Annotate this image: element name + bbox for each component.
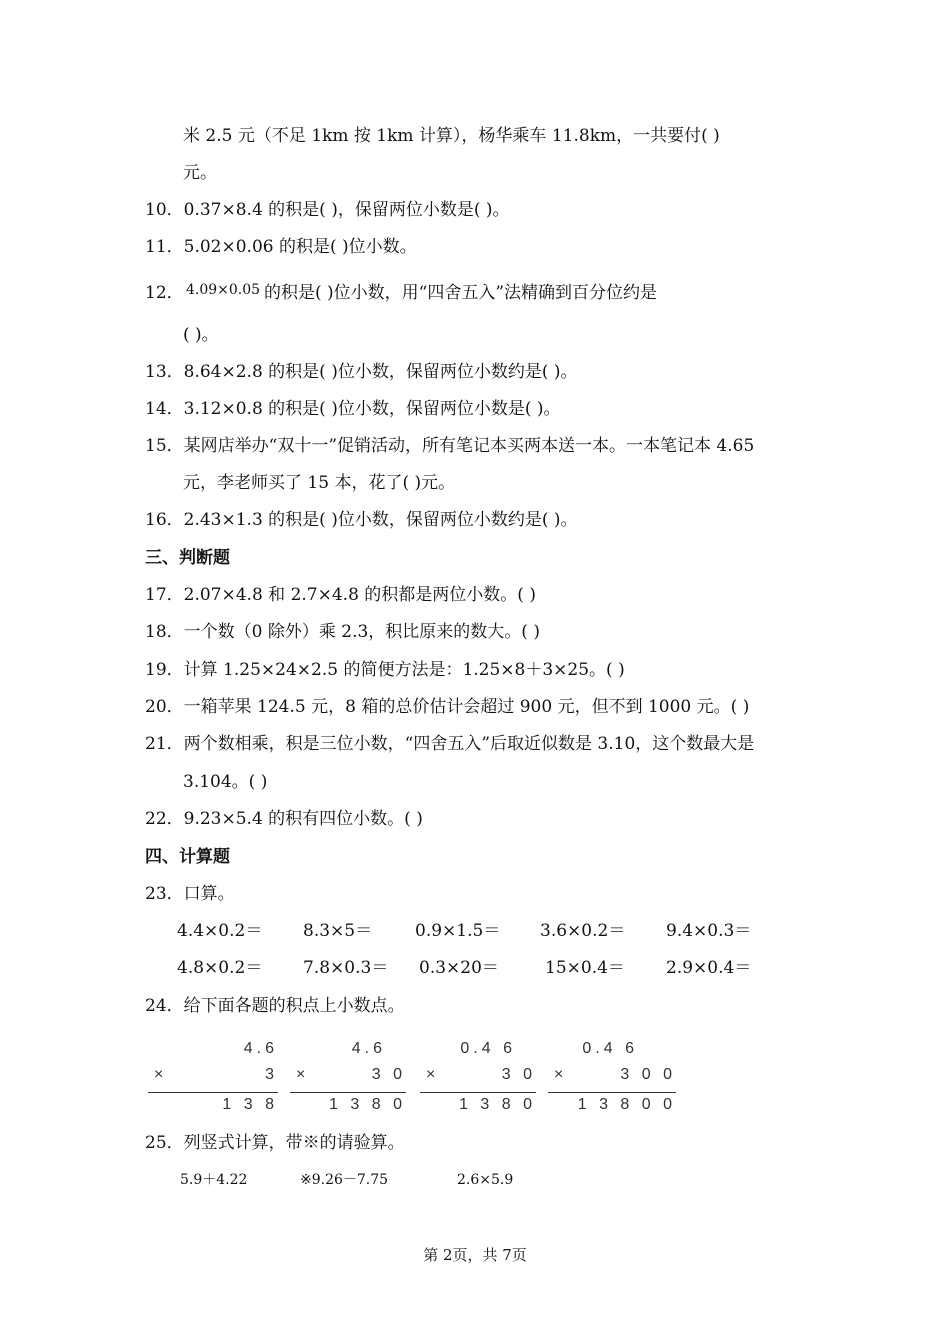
- question-24: 24．给下面各题的积点上小数点。: [145, 996, 405, 1016]
- times-sign: ×: [426, 1066, 436, 1083]
- times-sign: ×: [296, 1066, 306, 1083]
- result-line: [148, 1092, 278, 1093]
- multiplier: 3 0: [501, 1066, 536, 1083]
- question-17: 17．2.07×4.8 和 2.7×4.8 的积都是两位小数。( ): [145, 585, 536, 605]
- product: 1 3 8: [222, 1096, 278, 1113]
- mental-math-item: 9.4×0.3＝: [666, 921, 752, 941]
- vertical-multiplication: [548, 1038, 676, 1120]
- result-line: [548, 1092, 676, 1093]
- times-sign: ×: [154, 1066, 164, 1083]
- vertical-multiplication: [290, 1038, 406, 1120]
- product: 1 3 8 0 0: [577, 1096, 676, 1113]
- multiplicand: 4.6: [351, 1040, 386, 1057]
- question-11: 11．5.02×0.06 的积是( )位小数。: [145, 237, 417, 257]
- question-22: 22．9.23×5.4 的积有四位小数。( ): [145, 809, 423, 829]
- mental-math-item: 4.4×0.2＝: [177, 921, 263, 941]
- text-line: 元，李老师买了 15 本，花了( )元。: [183, 473, 456, 493]
- vertical-multiplication: [148, 1038, 278, 1120]
- text-line: 3.104。( ): [183, 772, 268, 792]
- question-14: 14．3.12×0.8 的积是( )位小数，保留两位小数是( )。: [145, 399, 561, 419]
- mental-math-item: 8.3×5＝: [303, 921, 373, 941]
- multiplicand: 4.6: [243, 1040, 278, 1057]
- times-sign: ×: [554, 1066, 564, 1083]
- mental-math-item: 15×0.4＝: [545, 958, 625, 978]
- section-heading: 四、计算题: [145, 847, 230, 867]
- question-10: 10．0.37×8.4 的积是( )，保留两位小数是( )。: [145, 200, 510, 220]
- page-footer: 第 2页，共 7页: [423, 1246, 527, 1264]
- question-19: 19．计算 1.25×24×2.5 的简便方法是：1.25×8＋3×25。( ): [145, 660, 625, 680]
- multiplier: 3: [265, 1066, 278, 1083]
- multiplicand: 0.4 6: [460, 1040, 516, 1057]
- question-18: 18．一个数（0 除外）乘 2.3，积比原来的数大。( ): [145, 622, 540, 642]
- question-12-expression: 4.09×0.05: [186, 282, 261, 298]
- question-13: 13．8.64×2.8 的积是( )位小数，保留两位小数约是( )。: [145, 362, 578, 382]
- question-23: 23．口算。: [145, 884, 235, 904]
- multiplier: 3 0: [371, 1066, 406, 1083]
- section-heading: 三、判断题: [145, 548, 230, 568]
- multiplicand: 0.4 6: [582, 1040, 638, 1057]
- question-20: 20．一箱苹果 124.5 元，8 箱的总价估计会超过 900 元，但不到 1000 元。( ): [145, 697, 750, 717]
- text-line: ( )。: [183, 325, 219, 345]
- calc-item: 2.6×5.9: [457, 1172, 514, 1188]
- question-16: 16．2.43×1.3 的积是( )位小数，保留两位小数约是( )。: [145, 510, 578, 530]
- mental-math-item: 2.9×0.4＝: [666, 958, 752, 978]
- product: 1 3 8 0: [329, 1096, 406, 1113]
- calc-item: ※9.26－7.75: [300, 1172, 389, 1188]
- question-15: 15．某网店举办“双十一”促销活动，所有笔记本买两本送一本。一本笔记本 4.65: [145, 436, 755, 456]
- result-line: [290, 1092, 406, 1093]
- calc-item: 5.9＋4.22: [180, 1172, 248, 1188]
- question-21: 21．两个数相乘，积是三位小数，“四舍五入”后取近似数是 3.10，这个数最大是: [145, 734, 755, 754]
- question-12-number: 12．: [145, 283, 184, 303]
- question-25: 25．列竖式计算，带※的请验算。: [145, 1133, 405, 1153]
- vertical-multiplication: [420, 1038, 536, 1120]
- mental-math-item: 0.9×1.5＝: [415, 921, 501, 941]
- text-line: 元。: [183, 163, 217, 183]
- mental-math-item: 0.3×20＝: [419, 958, 499, 978]
- result-line: [420, 1092, 536, 1093]
- mental-math-item: 3.6×0.2＝: [540, 921, 626, 941]
- text-line: 米 2.5 元（不足 1km 按 1km 计算），杨华乘车 11.8km，一共要付( ): [183, 126, 720, 146]
- multiplier: 3 0 0: [620, 1066, 676, 1083]
- product: 1 3 8 0: [459, 1096, 536, 1113]
- question-12: 的积是( )位小数，用“四舍五入”法精确到百分位约是: [264, 283, 658, 303]
- mental-math-item: 7.8×0.3＝: [303, 958, 389, 978]
- mental-math-item: 4.8×0.2＝: [177, 958, 263, 978]
